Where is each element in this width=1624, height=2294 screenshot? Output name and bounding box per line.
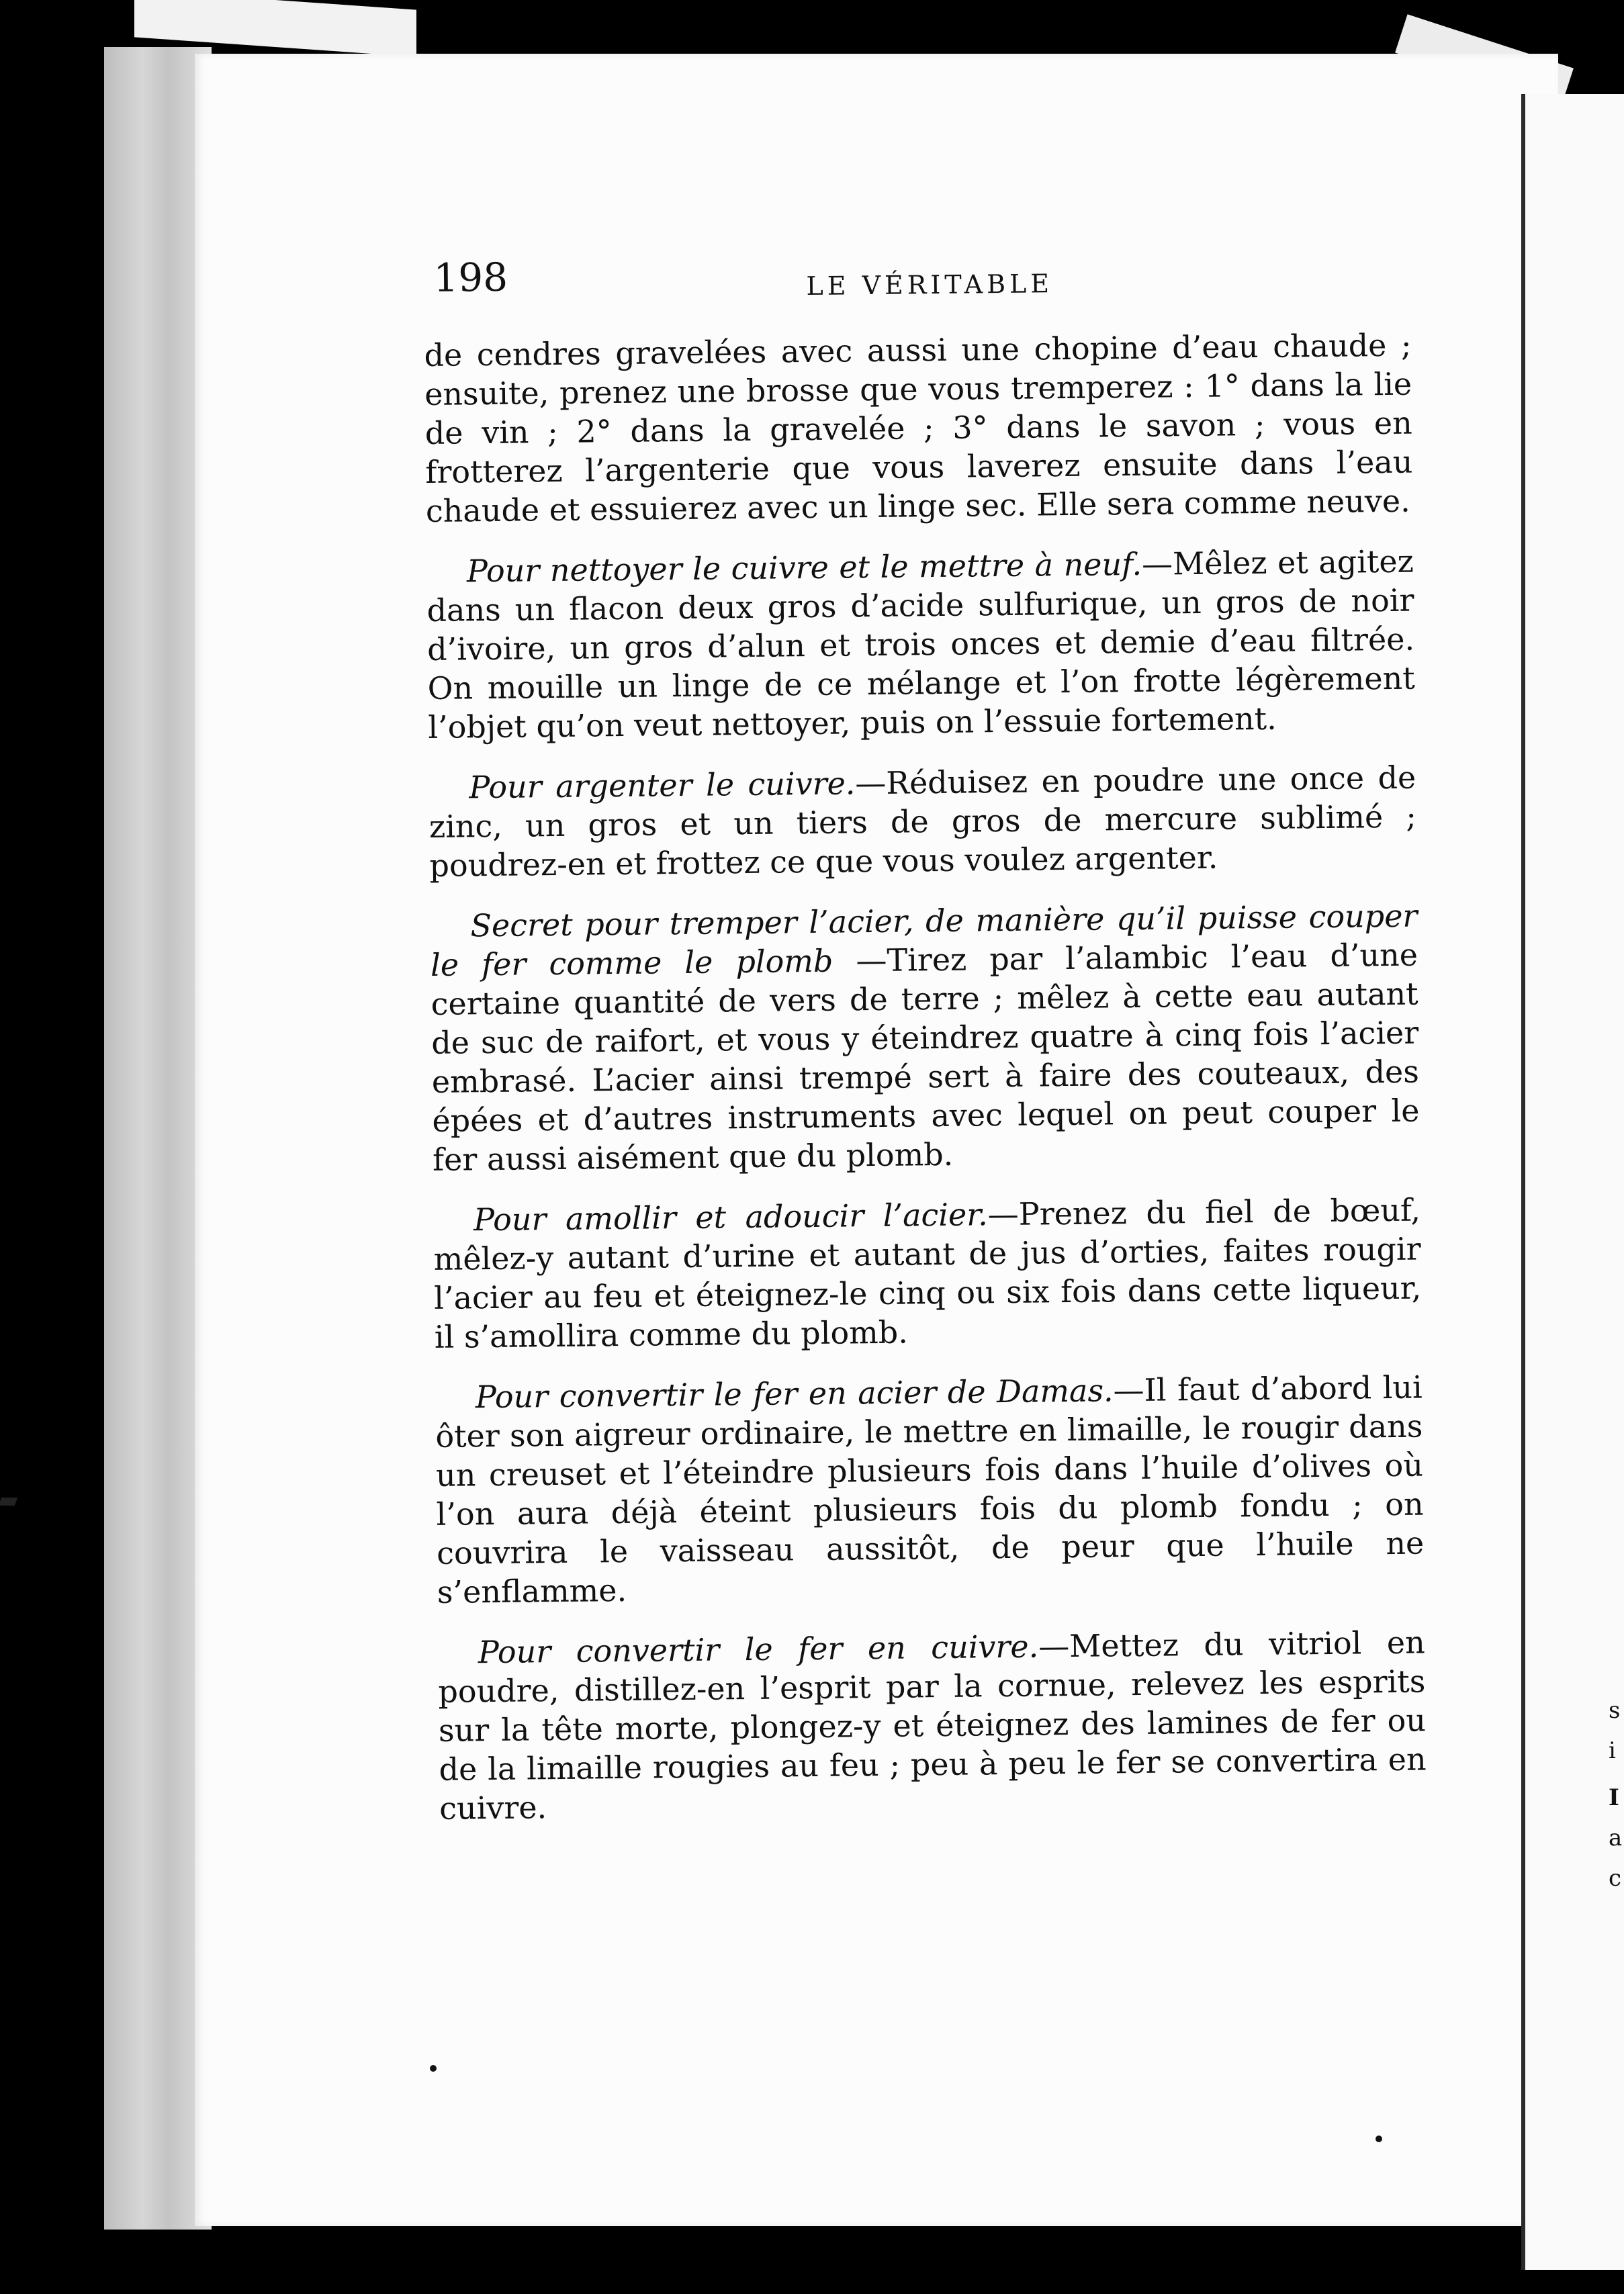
adjacent-page-fragment: I (1609, 1784, 1619, 1811)
paragraph-body: —Mêlez et agitez dans un flacon deux gros d’acide sulfurique, un gros de noir d’ivoire, un gros d’alun et trois onces et demie d’eau filtrée. On mouille un linge de ce mélange et l’on frotte légèrement l’objet qu’on veut nettoyer, puis on l’essuie fortement. (426, 543, 1415, 745)
paragraph-heading: Pour nettoyer le cuivre et le mettre à neuf. (466, 545, 1142, 590)
paragraph (428, 758, 1417, 885)
adjacent-page-fragment: i (1609, 1737, 1616, 1764)
adjacent-page-fragment: c (1609, 1865, 1622, 1892)
paragraph (430, 897, 1420, 1179)
paragraph-body: —Réduisez en poudre une once de zinc, un gros et un tiers de gros de mercure sublimé ; poudrez-en et frottez ce que vous voulez argenter. (428, 759, 1417, 884)
paragraph-heading: Pour argenter le cuivre. (469, 765, 856, 806)
scan-artifact (0, 1498, 17, 1506)
page-header (423, 245, 1411, 336)
paragraph (433, 1191, 1422, 1357)
paragraph-body: —Mettez du vitriol en poudre, distillez-en l’esprit par la cornue, relevez les esprits sur la tête morte, plongez-y et éteignez des lamines de fer ou de la limaille rougies au feu ; peu à peu le fer se convertira en cuivre. (438, 1624, 1427, 1827)
speck (430, 2065, 437, 2072)
page-text (423, 245, 1427, 1849)
paragraph-body: de cendres gravelées avec aussi une chopine d’eau chaude ; ensuite, prenez une brosse que vous tremperez : 1° dans la lie de vin ; 2° dans la gravelée ; 3° dans le savon ; vous en frotterez l’argenterie que vous laverez ensuite dans l’eau chaude et essuierez avec un linge sec. Elle sera comme neuve. (424, 326, 1413, 529)
paragraph (424, 326, 1413, 531)
paragraph (435, 1368, 1425, 1612)
paragraph-heading: Pour convertir le fer en cuivre. (478, 1628, 1039, 1671)
running-title: LE VÉRITABLE (806, 269, 1054, 302)
paragraph-heading: Pour convertir le fer en acier de Damas. (475, 1372, 1114, 1416)
page-number: 198 (433, 254, 508, 301)
paragraph (426, 542, 1416, 747)
paragraph-heading: Pour amollir et adoucir l’acier. (473, 1196, 989, 1238)
paragraph-body: —Tirez par l’alambic l’eau d’une certaine quantité de vers de terre ; mêlez à cette eau autant de suc de raifort, et vous y éteindrez quatre à cinq fois l’acier embrasé. L’acier ainsi trempé sert à faire des couteaux, des épées et d’autres instruments avec lequel on peut couper le fer aussi aisément que du plomb. (431, 936, 1420, 1178)
paragraph-body: —Il faut d’abord lui ôter son aigreur ordinaire, le mettre en limaille, le rougir dans un creuset et l’éteindre plusieurs fois dans l’huile d’olives où l’on aura déjà éteint plusieurs fois du plomb fondu ; on couvrira le vaisseau aussitôt, de peur que l’huile ne s’enflamme. (435, 1369, 1425, 1610)
paragraph-heading: Secret pour tremper l’acier, de manière qu’il puisse couper le fer comme le plomb (430, 897, 1418, 983)
adjacent-page (1521, 94, 1624, 2270)
adjacent-page-fragment: a (1609, 1825, 1623, 1851)
paragraph-body: —Prenez du fiel de bœuf, mêlez-y autant d’urine et autant de jus d’orties, faites rougir l’acier au feu et éteignez-le cinq ou six fois dans cette liqueur, il s’amollira comme du plomb. (433, 1191, 1422, 1355)
speck (1375, 2136, 1382, 2142)
adjacent-page-fragment: s (1609, 1697, 1621, 1724)
paragraph (437, 1622, 1427, 1827)
